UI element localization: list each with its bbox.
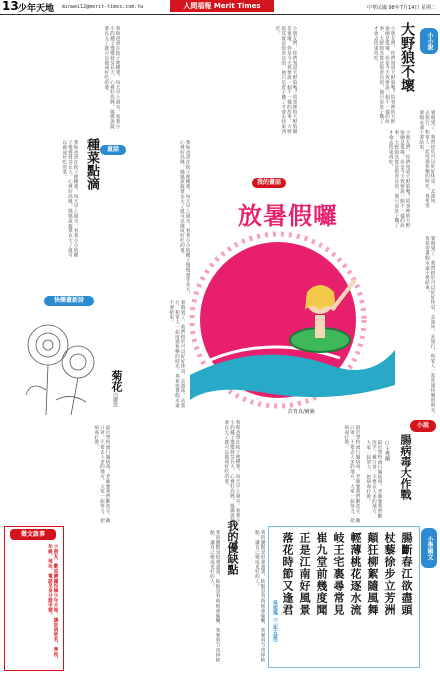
notice-text: 小朋友，歡迎踴躍投稿少年天地，請註明姓名、學校、年級、地址、電話及身分證字號。 — [47, 544, 58, 662]
story-body-vegetable-2: 我和爸爸在院子裡種菜，每天早上澆水，看著小小的種子慢慢發芽長大，心裡好高興。媽媽說蔬菜長大了就可以做成好吃的菜。 — [179, 140, 190, 297]
story-tag-vegetable: 童話 — [100, 145, 126, 155]
poem-line-2: 杖藜徐步立芳洲 — [383, 532, 396, 616]
flower-sketch — [16, 310, 106, 420]
poem-lines — [272, 532, 414, 662]
poem-line-4: 輕薄桃花逐水流 — [349, 532, 362, 616]
story-tag-poetry: 小學國文 — [421, 528, 437, 568]
page-number: 13 — [2, 0, 19, 13]
story-tag-wolf: 小小說 — [420, 28, 438, 54]
chrysanthemum-author: 白麗雲 — [112, 392, 118, 407]
story-tag-flu: 小說 — [410, 420, 436, 432]
summer-illustrator: 許育真/繪圖 — [288, 409, 315, 415]
page-header — [0, 0, 440, 15]
story-body-merit: 我的優點是很會畫畫，缺點是有時候會偷懶，我要努力改掉缺點，讓自己變成更好的人。 — [209, 530, 220, 663]
story-body-left-top: 我和爸爸在院子裡種菜，每天早上澆水，看著小小的種子慢慢發芽長大，心裡好高興。媽媽說蔬菜長大了就可以做成好吃的菜。 — [103, 26, 120, 129]
story-tag-summer: 我的畫話 — [252, 178, 286, 188]
story-body-flu: 最近學校流行腸病毒，老師要我們勤洗手，戴口罩，不要去人多的地方，大家一起努力，把病毒打敗。 — [365, 440, 382, 519]
story-title-vegetable: 種菜點滴 — [84, 138, 99, 190]
story-title-summer: 放暑假囉 — [238, 202, 338, 230]
story-title-merit: 我的優缺點 — [226, 520, 239, 575]
story-title-chrysanthemum: 菊花 — [110, 370, 123, 392]
story-body-middle: 小朋友們，你們知道大野狼嗎？故事裡的大野狼總是很壞，但是今天我要說一個不一樣的故事，大野狼其實是很善良的，他只是肚子餓了才會去找東西吃。 — [275, 26, 297, 134]
issue-date: 中華民國 98年7月14日 星期二 — [366, 5, 436, 11]
poem-line-7: 正是江南好風景 — [298, 532, 311, 616]
poem-line-5: 岐王宅裏尋常見 — [332, 532, 345, 616]
poem-line-8: 落花時節又逢君 — [281, 532, 294, 616]
newspaper-brand: 人間福報 Merit Times — [170, 0, 274, 12]
poem-line-3: 顛狂柳絮隨風舞 — [366, 532, 379, 616]
poem-line-6: 崔九堂前幾度聞 — [315, 532, 328, 616]
contact-email: minwei12@merit-times.com.tw — [62, 4, 144, 10]
flower-drawing — [16, 310, 106, 420]
story-body-band: 最近學校流行腸病毒，老師要我們勤洗手，戴口罩，不要去人多的地方，大家一起努力，把病毒打敗。 — [343, 425, 360, 523]
story-body-chrysanthemum: 我和爸爸在院子裡種菜，每天早上澆水，看著小小的種子慢慢發芽長大，心裡好高興。媽媽說蔬菜長大了就可以做成好吃的菜。 — [223, 420, 240, 523]
story-body-wolf-3: 暑假到了，我們終於可以好好休息，去游泳、去旅行，和家人一起度過快樂的時光，真希望暑假永遠不要結束。 — [418, 110, 435, 208]
story-body-wolf: 小朋友們，你們知道大野狼嗎？故事裡的大野狼總是很壞，但是今天我要說一個不一樣的故事，大野狼其實是很善良的，他只是肚子餓了才會去找東西吃。 — [373, 26, 395, 124]
poetry-author: 吳奕瑤（二年五班） — [272, 600, 278, 645]
story-title-wolf: 大野狼不壞 — [399, 22, 415, 92]
story-body-right-mid: 暑假到了，我們終於可以好好休息，去游泳、去旅行，和家人一起度過快樂的時光，真希望暑假永遠不要結束。 — [424, 236, 435, 418]
notice-title: 徵文啟事 — [10, 529, 56, 540]
poem-line-1: 腸斷春江欲盡頭 — [400, 532, 413, 616]
story-body-vegetable: 我和爸爸在院子裡種菜，每天早上澆水，看著小小的種子慢慢發芽長大，心裡好高興。媽媽說蔬菜長大了就可以做成好吃的菜。 — [61, 140, 78, 258]
story-body-merit-2: 我的優點是很會畫畫，缺點是有時候會偷懶，我要努力改掉缺點，讓自己變成更好的人。 — [254, 530, 265, 663]
story-body-left-band: 最近學校流行腸病毒，老師要我們勤洗手，戴口罩，不要去人多的地方，大家一起努力，把病毒打敗。 — [93, 425, 110, 523]
story-body-summer: 暑假到了，我們終於可以好好休息，去游泳、去旅行，和家人一起度過快樂的時光，真希望暑假永遠不要結束。 — [168, 300, 185, 408]
section-name: 少年天地 — [18, 4, 55, 14]
story-tag-chrysanthemum: 快樂畫新詩 — [44, 296, 94, 306]
flu-byline: ○王秀蘭 — [384, 440, 390, 461]
story-body-wolf-2: 小朋友們，你們知道大野狼嗎？故事裡的大野狼總是很壞，但是今天我要說一個不一樣的故事，大野狼其實是很善良的，他只是肚子餓了才會去找東西吃。 — [388, 130, 410, 228]
story-title-flu: 腸病毒大作戰 — [399, 434, 412, 500]
